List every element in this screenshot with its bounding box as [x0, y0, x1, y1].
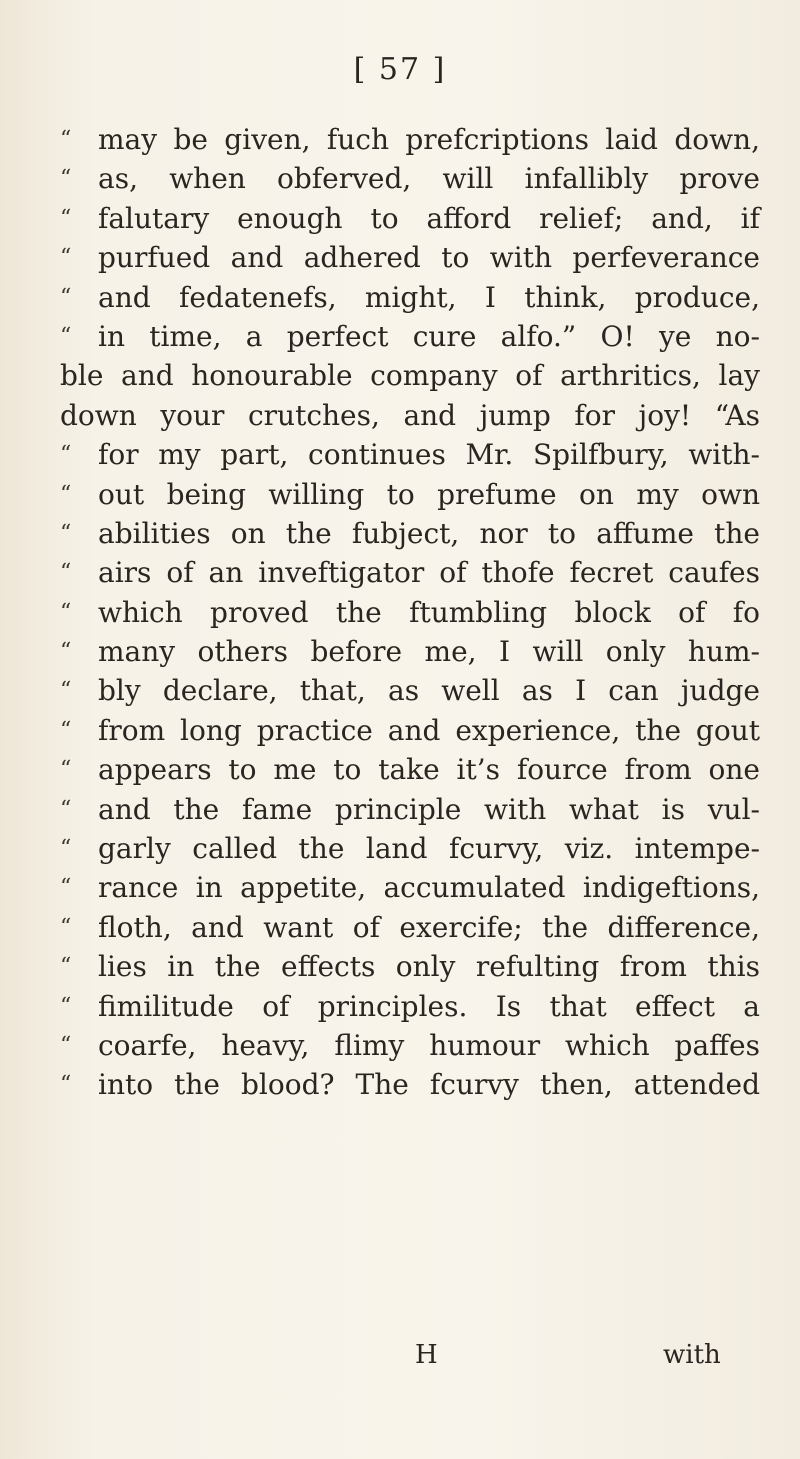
quote-mark: “	[60, 127, 72, 152]
line-text: lies in the effects only refulting from this	[98, 950, 760, 984]
text-line	[60, 868, 760, 907]
line-text: many others before me, I will only hum-	[98, 635, 760, 669]
quote-mark: “	[60, 284, 72, 310]
quote-mark: “	[60, 757, 72, 783]
text-line	[60, 514, 760, 553]
quote-mark: “	[60, 1032, 72, 1058]
text-line	[60, 829, 760, 868]
text-line	[60, 553, 760, 592]
line-text: coarfe, heavy, flimy humour which paffes	[98, 1028, 760, 1062]
quote-mark: “	[60, 560, 72, 586]
line-text: from long practice and experience, the gout	[98, 713, 760, 747]
text-line	[60, 593, 760, 632]
quote-mark: “	[60, 442, 72, 468]
body-text	[60, 120, 760, 1105]
line-text: may be given, fuch prefcriptions laid down,	[98, 123, 760, 156]
line-text: for my part, continues Mr. Spilfbury, with-	[98, 438, 760, 472]
text-line	[60, 356, 760, 395]
quote-mark: “	[60, 796, 72, 822]
line-text: falutary enough to afford relief; and, if	[98, 201, 760, 235]
line-text: garly called the land fcurvy, viz. intempe-	[98, 832, 760, 866]
text-line	[60, 711, 760, 750]
line-text: rance in appetite, accumulated indigeftions,	[98, 871, 760, 905]
catchword: with	[663, 1340, 721, 1370]
signature-mark: H	[415, 1340, 438, 1370]
quote-mark: “	[60, 481, 72, 507]
line-text: out being willing to prefume on my own	[98, 477, 760, 511]
quote-mark: “	[60, 323, 72, 349]
line-text: purfued and adhered to with perfeverance	[98, 241, 760, 275]
quote-mark: “	[60, 914, 72, 940]
text-line	[60, 790, 760, 829]
text-line	[60, 987, 760, 1026]
quote-mark: “	[60, 599, 72, 625]
quote-mark: “	[60, 639, 72, 665]
quote-mark: “	[60, 245, 72, 271]
text-line	[60, 159, 760, 198]
quote-mark: “	[60, 836, 72, 862]
quote-mark: “	[60, 954, 72, 980]
text-line	[60, 1065, 760, 1104]
text-line	[60, 278, 760, 317]
line-text: airs of an inveftigator of thofe fecret caufes	[98, 556, 760, 590]
text-line	[60, 750, 760, 789]
text-line	[60, 475, 760, 514]
quote-mark: “	[60, 520, 72, 546]
quote-mark: “	[60, 166, 72, 192]
quote-mark: “	[60, 993, 72, 1019]
line-text: appears to me to take it’s fource from one	[98, 753, 760, 787]
text-line	[60, 671, 760, 710]
text-line	[60, 199, 760, 238]
line-text: as, when obferved, will infallibly prove	[98, 162, 760, 196]
quote-mark: “	[60, 678, 72, 704]
quote-mark: “	[60, 1072, 72, 1098]
text-line	[60, 632, 760, 671]
line-text: which proved the ftumbling block of fo	[98, 595, 760, 629]
text-line	[60, 1026, 760, 1065]
text-line	[60, 238, 760, 277]
text-line	[60, 317, 760, 356]
line-text: and the fame principle with what is vul-	[98, 792, 760, 826]
text-line	[60, 396, 760, 435]
page-number-header: [ 57 ]	[353, 52, 447, 87]
line-text: abilities on the fubject, nor to affume the	[98, 516, 760, 550]
line-text: bly declare, that, as well as I can judge	[98, 674, 760, 708]
text-line	[60, 947, 760, 986]
text-line	[60, 908, 760, 947]
quote-mark: “	[60, 205, 72, 231]
quote-mark: “	[60, 875, 72, 901]
line-text: in time, a perfect cure alfo.” O! ye no-	[98, 319, 760, 353]
line-text: ble and honourable company of arthritics, lay	[60, 359, 760, 393]
page-footer	[0, 1340, 800, 1380]
line-text: down your crutches, and jump for joy! “As	[60, 398, 760, 432]
line-text: into the blood? The fcurvy then, attended	[98, 1068, 760, 1102]
text-line	[60, 120, 760, 159]
line-text: and fedatenefs, might, I think, produce,	[98, 280, 760, 314]
line-text: fimilitude of principles. Is that effect a	[98, 989, 760, 1023]
text-line	[60, 435, 760, 474]
quote-mark: “	[60, 717, 72, 743]
line-text: floth, and want of exercife; the difference,	[98, 910, 760, 944]
